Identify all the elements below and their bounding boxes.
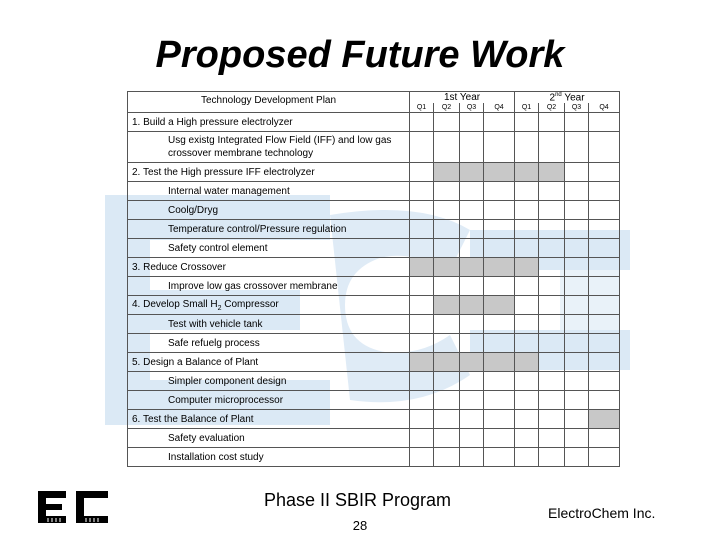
quarter-cell <box>565 258 589 277</box>
quarter-cell <box>515 448 539 467</box>
quarter-cell <box>515 277 539 296</box>
quarter-cell <box>460 372 484 391</box>
quarter-cell <box>460 315 484 334</box>
quarter-cell <box>460 163 484 182</box>
quarter-cell <box>589 315 620 334</box>
quarter-cell <box>484 372 515 391</box>
quarter-cell <box>410 220 434 239</box>
plan-row <box>128 353 620 372</box>
quarter-cell <box>539 201 565 220</box>
quarter-cell <box>539 448 565 467</box>
quarter-cell <box>589 163 620 182</box>
quarter-cell <box>515 201 539 220</box>
quarter-cell <box>565 182 589 201</box>
quarter-cell <box>589 448 620 467</box>
quarter-cell <box>434 258 460 277</box>
subtask-label: Safety control element <box>128 239 410 258</box>
quarter-cell <box>410 113 434 132</box>
quarter-cell <box>484 132 515 163</box>
quarter-label: Q4 <box>484 103 515 113</box>
quarter-cell <box>589 201 620 220</box>
quarter-cell <box>515 315 539 334</box>
quarter-cell <box>484 334 515 353</box>
quarter-cell <box>565 410 589 429</box>
quarter-cell <box>434 220 460 239</box>
quarter-cell <box>565 163 589 182</box>
subtask-label: Improve low gas crossover membrane <box>128 277 410 296</box>
quarter-cell <box>539 353 565 372</box>
quarter-cell <box>589 220 620 239</box>
quarter-cell <box>484 429 515 448</box>
electrochem-logo <box>36 487 110 527</box>
quarter-cell <box>589 410 620 429</box>
quarter-cell <box>410 277 434 296</box>
subtask-label: Test with vehicle tank <box>128 315 410 334</box>
quarter-cell <box>539 429 565 448</box>
quarter-cell <box>434 429 460 448</box>
quarter-cell <box>434 201 460 220</box>
year2-header: 2nd Year <box>515 92 620 104</box>
task-label: 5. Design a Balance of Plant <box>128 353 410 372</box>
quarter-label: Q3 <box>565 103 589 113</box>
quarter-cell <box>565 353 589 372</box>
quarter-cell <box>589 353 620 372</box>
quarter-cell <box>589 239 620 258</box>
subtask-label: Safety evaluation <box>128 429 410 448</box>
quarter-cell <box>410 410 434 429</box>
quarter-cell <box>434 448 460 467</box>
plan-row <box>128 220 620 239</box>
quarter-cell <box>434 296 460 315</box>
quarter-cell <box>484 201 515 220</box>
quarter-cell <box>565 429 589 448</box>
quarter-cell <box>484 277 515 296</box>
quarter-cell <box>515 239 539 258</box>
quarter-label: Q1 <box>515 103 539 113</box>
quarter-cell <box>460 429 484 448</box>
quarter-cell <box>565 113 589 132</box>
plan-row <box>128 334 620 353</box>
plan-row <box>128 429 620 448</box>
quarter-cell <box>484 353 515 372</box>
footer-program-title: Phase II SBIR Program <box>263 490 452 510</box>
quarter-cell <box>539 277 565 296</box>
subtask-label: Installation cost study <box>128 448 410 467</box>
quarter-cell <box>565 201 589 220</box>
subtask-label: Coolg/Dryg <box>128 201 410 220</box>
plan-row <box>128 315 620 334</box>
quarter-cell <box>539 258 565 277</box>
quarter-cell <box>515 391 539 410</box>
quarter-cell <box>410 201 434 220</box>
quarter-cell <box>515 372 539 391</box>
quarter-cell <box>460 182 484 201</box>
page-number: 28 <box>352 518 368 533</box>
plan-row <box>128 372 620 391</box>
quarter-cell <box>539 163 565 182</box>
quarter-cell <box>410 334 434 353</box>
quarter-cell <box>515 163 539 182</box>
quarter-cell <box>460 410 484 429</box>
quarter-cell <box>565 448 589 467</box>
quarter-cell <box>515 132 539 163</box>
slide-title: Proposed Future Work <box>155 34 565 76</box>
quarter-cell <box>484 163 515 182</box>
quarter-cell <box>410 391 434 410</box>
quarter-cell <box>539 239 565 258</box>
quarter-cell <box>410 448 434 467</box>
quarter-cell <box>484 220 515 239</box>
quarter-cell <box>515 113 539 132</box>
quarter-cell <box>565 132 589 163</box>
quarter-cell <box>434 113 460 132</box>
quarter-cell <box>565 296 589 315</box>
quarter-cell <box>515 220 539 239</box>
quarter-cell <box>460 448 484 467</box>
task-label: 1. Build a High pressure electrolyzer <box>128 113 410 132</box>
plan-row <box>128 277 620 296</box>
year1-header: 1st Year <box>410 92 515 104</box>
quarter-cell <box>589 372 620 391</box>
quarter-cell <box>565 334 589 353</box>
quarter-cell <box>539 391 565 410</box>
quarter-cell <box>515 334 539 353</box>
plan-row <box>128 391 620 410</box>
quarter-cell <box>410 239 434 258</box>
quarter-cell <box>484 315 515 334</box>
plan-row <box>128 448 620 467</box>
quarter-cell <box>539 113 565 132</box>
quarter-cell <box>460 220 484 239</box>
plan-row <box>128 201 620 220</box>
quarter-cell <box>589 182 620 201</box>
subtask-label: Safe refuelg process <box>128 334 410 353</box>
development-plan-table <box>127 91 620 467</box>
quarter-cell <box>515 296 539 315</box>
quarter-cell <box>410 132 434 163</box>
quarter-cell <box>515 410 539 429</box>
quarter-cell <box>589 277 620 296</box>
quarter-cell <box>484 448 515 467</box>
quarter-cell <box>434 410 460 429</box>
quarter-cell <box>460 132 484 163</box>
quarter-cell <box>460 353 484 372</box>
quarter-cell <box>410 182 434 201</box>
quarter-label: Q2 <box>434 103 460 113</box>
plan-row <box>128 258 620 277</box>
quarter-cell <box>539 220 565 239</box>
plan-row <box>128 163 620 182</box>
quarter-cell <box>460 334 484 353</box>
quarter-cell <box>565 277 589 296</box>
quarter-cell <box>434 315 460 334</box>
quarter-cell <box>589 113 620 132</box>
quarter-cell <box>539 334 565 353</box>
quarter-cell <box>460 239 484 258</box>
subtask-label: Computer microprocessor <box>128 391 410 410</box>
quarter-cell <box>565 220 589 239</box>
quarter-cell <box>515 258 539 277</box>
quarter-cell <box>434 277 460 296</box>
quarter-label: Q2 <box>539 103 565 113</box>
task-label: 6. Test the Balance of Plant <box>128 410 410 429</box>
quarter-cell <box>410 296 434 315</box>
quarter-cell <box>460 391 484 410</box>
task-label: 3. Reduce Crossover <box>128 258 410 277</box>
quarter-cell <box>589 429 620 448</box>
quarter-cell <box>539 315 565 334</box>
quarter-cell <box>410 258 434 277</box>
subtask-label: Internal water management <box>128 182 410 201</box>
quarter-cell <box>460 258 484 277</box>
quarter-cell <box>539 296 565 315</box>
quarter-cell <box>565 239 589 258</box>
quarter-cell <box>565 315 589 334</box>
quarter-cell <box>589 132 620 163</box>
quarter-cell <box>565 391 589 410</box>
quarter-cell <box>539 182 565 201</box>
quarter-cell <box>484 296 515 315</box>
plan-row <box>128 182 620 201</box>
quarter-cell <box>410 372 434 391</box>
quarter-cell <box>484 239 515 258</box>
quarter-cell <box>434 391 460 410</box>
quarter-cell <box>484 391 515 410</box>
quarter-cell <box>484 410 515 429</box>
quarter-cell <box>589 258 620 277</box>
quarter-cell <box>410 353 434 372</box>
plan-row <box>128 239 620 258</box>
quarter-label: Q3 <box>460 103 484 113</box>
quarter-cell <box>434 239 460 258</box>
quarter-cell <box>434 372 460 391</box>
quarter-cell <box>484 113 515 132</box>
quarter-cell <box>515 429 539 448</box>
subtask-label: Simpler component design <box>128 372 410 391</box>
quarter-cell <box>589 334 620 353</box>
company-name: ElectroChem Inc. <box>548 505 656 521</box>
quarter-label: Q1 <box>410 103 434 113</box>
quarter-cell <box>434 334 460 353</box>
quarter-label: Q4 <box>589 103 620 113</box>
plan-header: Technology Development Plan <box>128 92 410 113</box>
quarter-cell <box>515 182 539 201</box>
quarter-cell <box>484 258 515 277</box>
plan-row <box>128 410 620 429</box>
quarter-cell <box>460 277 484 296</box>
quarter-cell <box>484 182 515 201</box>
task-label: 4. Develop Small $H_2$ Compressor <box>128 296 410 315</box>
subtask-label: Temperature control/Pressure regulation <box>128 220 410 239</box>
quarter-cell <box>539 132 565 163</box>
quarter-cell <box>410 163 434 182</box>
quarter-cell <box>539 410 565 429</box>
quarter-cell <box>410 315 434 334</box>
quarter-cell <box>589 391 620 410</box>
quarter-cell <box>460 296 484 315</box>
quarter-cell <box>565 372 589 391</box>
plan-row <box>128 113 620 132</box>
quarter-cell <box>434 353 460 372</box>
quarter-cell <box>539 372 565 391</box>
quarter-cell <box>460 113 484 132</box>
quarter-cell <box>410 429 434 448</box>
quarter-cell <box>460 201 484 220</box>
plan-row <box>128 296 620 315</box>
plan-row <box>128 132 620 163</box>
quarter-cell <box>515 353 539 372</box>
quarter-cell <box>589 296 620 315</box>
quarter-cell <box>434 182 460 201</box>
quarter-cell <box>434 132 460 163</box>
subtask-label: Usg existg Integrated Flow Field (IFF) and low gas crossover membrane technology <box>128 132 410 163</box>
task-label: 2. Test the High pressure IFF electrolyzer <box>128 163 410 182</box>
quarter-cell <box>434 163 460 182</box>
